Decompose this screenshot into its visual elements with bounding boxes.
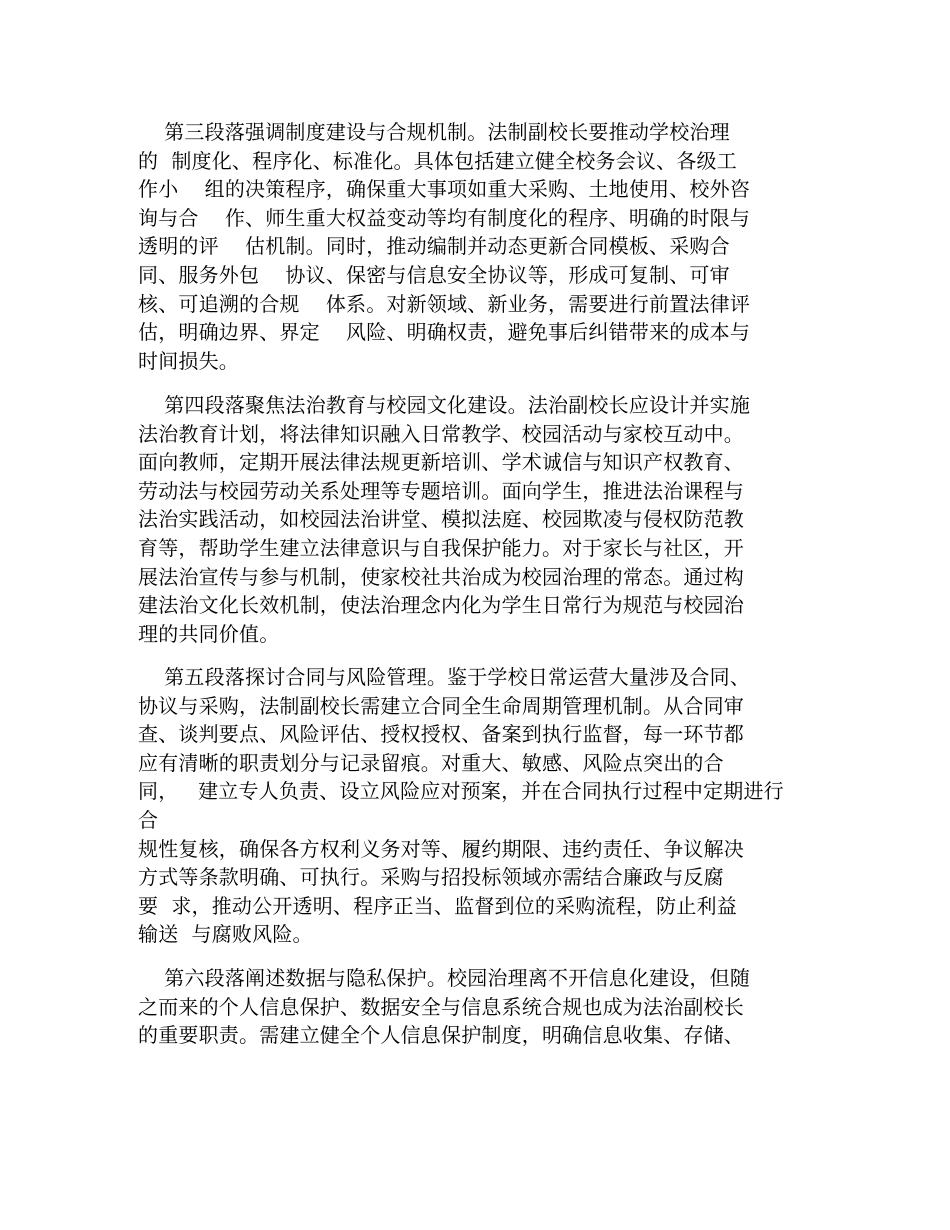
text-line: 合 <box>138 807 159 832</box>
text-line: 方式等条款明确、可执行。采购与招投标领域亦需结合廉政与反腐 <box>138 865 724 890</box>
text-line: 之而来的个人信息保护、数据安全与信息系统合规也成为法治副校长 <box>138 994 744 1019</box>
text-line: 规性复核，确保各方权利义务对等、履约期限、违约责任、争议解决 <box>138 836 744 861</box>
text-line: 查、谈判要点、风险评估、授权授权、备案到执行监督，每一环节都 <box>138 722 744 747</box>
paragraph-3 <box>138 118 838 375</box>
text-line: 的重要职责。需建立健全个人信息保护制度，明确信息收集、存储、 <box>138 1023 744 1048</box>
paragraph-4 <box>138 391 838 648</box>
text-line: 应有清晰的职责划分与记录留痕。对重大、敏感、风险点突出的合 <box>138 750 724 775</box>
text-line: 输送 与腐败风险。 <box>138 922 313 947</box>
text-line: 第六段落阐述数据与隐私保护。校园治理离不开信息化建设，但随 <box>138 966 751 990</box>
text-line: 第四段落聚焦法治教育与校园文化建设。法治副校长应设计并实施 <box>138 393 751 417</box>
text-line: 第三段落强调制度建设与合规机制。法制副校长要推动学校治理 <box>138 120 730 144</box>
text-line: 第五段落探讨合同与风险管理。鉴于学校日常运营大量涉及合同、 <box>138 665 751 689</box>
text-line: 同， 建立专人负责、设立风险应对预案，并在合同执行过程中定期进行 <box>138 779 784 804</box>
text-line: 建法治文化长效机制，使法治理念内化为学生日常行为规范与校园治 <box>138 593 744 618</box>
text-line: 理的共同价值。 <box>138 621 280 646</box>
text-line: 的 制度化、程序化、标准化。具体包括建立健全校务会议、各级工 <box>138 148 737 173</box>
text-line: 核、可追溯的合规 体系。对新领域、新业务，需要进行前置法律评 <box>138 291 751 316</box>
text-line: 询与合 作、师生重大权益变动等均有制度化的程序、明确的时限与 <box>138 205 751 230</box>
text-line: 要 求，推动公开透明、程序正当、监督到位的采购流程，防止利益 <box>138 893 737 918</box>
text-line: 透明的评 估机制。同时，推动编制并动态更新合同模板、采购合 <box>138 234 730 259</box>
text-line: 法治教育计划，将法律知识融入日常教学、校园活动与家校互动中。 <box>138 421 744 446</box>
text-line: 同、服务外包 协议、保密与信息安全协议等，形成可复制、可审 <box>138 262 730 287</box>
text-line: 作小 组的决策程序，确保重大事项如重大采购、土地使用、校外咨 <box>138 177 751 202</box>
paragraph-6 <box>138 964 838 1050</box>
text-line: 展法治宣传与参与机制，使家校社共治成为校园治理的常态。通过构 <box>138 564 744 589</box>
text-line: 时间损失。 <box>138 348 239 373</box>
text-line: 面向教师，定期开展法律法规更新培训、学术诚信与知识产权教育、 <box>138 450 744 475</box>
text-line: 育等，帮助学生建立法律意识与自我保护能力。对于家长与社区，开 <box>138 535 744 560</box>
text-line: 估，明确边界、界定 风险、明确权责，避免事后纠错带来的成本与 <box>138 320 751 345</box>
paragraph-5 <box>138 663 838 949</box>
text-line: 劳动法与校园劳动关系处理等专题培训。面向学生，推进法治课程与 <box>138 478 744 503</box>
text-line: 法治实践活动，如校园法治讲堂、模拟法庭、校园欺凌与侵权防范教 <box>138 507 744 532</box>
text-line: 协议与采购，法制副校长需建立合同全生命周期管理机制。从合同审 <box>138 693 744 718</box>
